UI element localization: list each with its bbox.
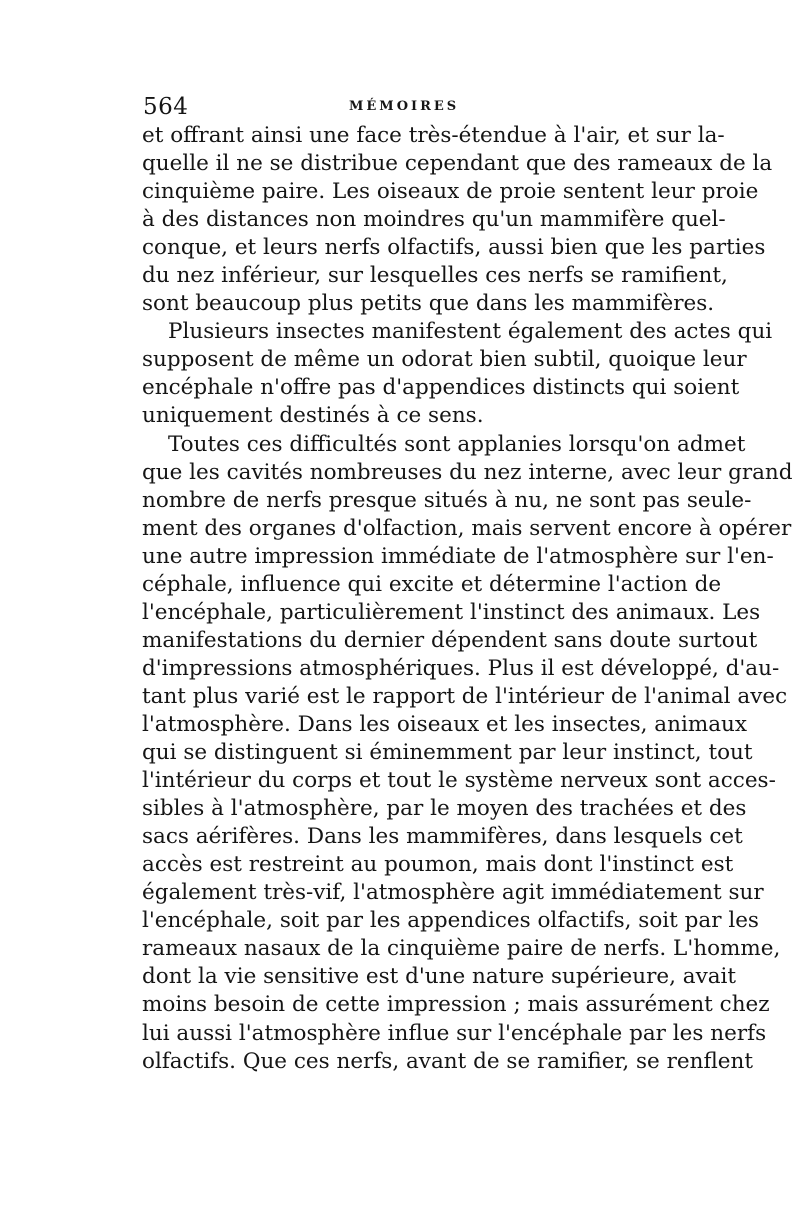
- text-line: l'intérieur du corps et tout le système nerveux sont acces-: [142, 768, 776, 794]
- text-line: cinquième paire. Les oiseaux de proie sentent leur proie: [142, 179, 759, 205]
- body-text: [142, 122, 793, 1076]
- text-line: sacs aérifères. Dans les mammifères, dans lesquels cet: [142, 824, 743, 850]
- text-line: à des distances non moindres qu'un mammifère quel-: [142, 207, 726, 233]
- page-number: 564: [143, 94, 189, 120]
- text-line: accès est restreint au poumon, mais dont l'instinct est: [142, 852, 734, 878]
- text-line: quelle il ne se distribue cependant que des rameaux de la: [142, 151, 773, 177]
- text-line: et offrant ainsi une face très-étendue à l'air, et sur la-: [142, 123, 725, 148]
- text-line: conque, et leurs nerfs olfactifs, aussi bien que les parties: [142, 235, 766, 261]
- text-line: ment des organes d'olfaction, mais servent encore à opérer: [142, 515, 792, 541]
- text-line: supposent de même un odorat bien subtil, quoique leur: [142, 347, 747, 373]
- text-line: du nez inférieur, sur lesquelles ces nerfs se ramifient,: [142, 263, 728, 289]
- text-line: l'atmosphère. Dans les oiseaux et les insectes, animaux: [142, 711, 748, 737]
- text-line: nombre de nerfs presque situés à nu, ne sont pas seule-: [142, 487, 752, 513]
- text-line: olfactifs. Que ces nerfs, avant de se ramifier, se renflent: [142, 1048, 753, 1074]
- text-line: d'impressions atmosphériques. Plus il est développé, d'au-: [142, 655, 780, 681]
- text-line: manifestations du dernier dépendent sans doute surtout: [142, 627, 758, 653]
- text-line: rameaux nasaux de la cinquième paire de nerfs. L'homme,: [142, 936, 781, 962]
- text-line: l'encéphale, soit par les appendices olfactifs, soit par les: [142, 908, 759, 934]
- text-line: qui se distinguent si éminemment par leur instinct, tout: [142, 740, 753, 766]
- text-line: céphale, influence qui excite et détermine l'action de: [142, 571, 722, 597]
- text-line: lui aussi l'atmosphère influe sur l'encéphale par les nerfs: [142, 1020, 767, 1046]
- text-line: l'encéphale, particulièrement l'instinct des animaux. Les: [142, 599, 761, 625]
- text-line: que les cavités nombreuses du nez interne, avec leur grand: [142, 459, 793, 485]
- text-line: dont la vie sensitive est d'une nature supérieure, avait: [142, 964, 737, 990]
- running-title: MÉMOIRES: [349, 99, 460, 114]
- page-header: [143, 94, 663, 124]
- paragraph-start-line: Plusieurs insectes manifestent également des actes qui: [168, 319, 773, 345]
- text-line: sibles à l'atmosphère, par le moyen des trachées et des: [142, 796, 747, 822]
- text-line: encéphale n'offre pas d'appendices distincts qui soient: [142, 375, 740, 401]
- paragraph-start-line: Toutes ces difficultés sont applanies lorsqu'on admet: [168, 431, 746, 457]
- text-line: une autre impression immédiate de l'atmosphère sur l'en-: [142, 543, 774, 569]
- text-line: tant plus varié est le rapport de l'intérieur de l'animal avec: [142, 683, 788, 709]
- text-line: également très-vif, l'atmosphère agit immédiatement sur: [142, 880, 764, 906]
- text-line: sont beaucoup plus petits que dans les mammifères.: [142, 291, 715, 317]
- text-line: uniquement destinés à ce sens.: [142, 403, 484, 429]
- text-line: moins besoin de cette impression ; mais assurément chez: [142, 992, 770, 1018]
